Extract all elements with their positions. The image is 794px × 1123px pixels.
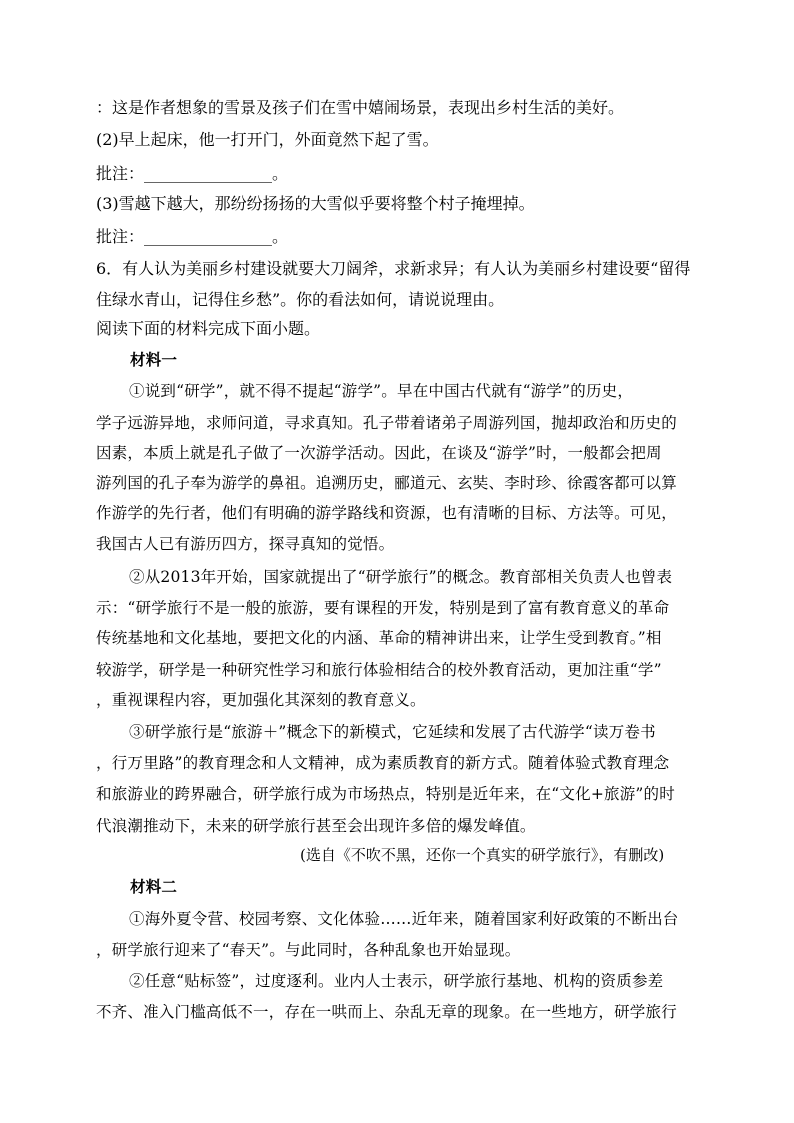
material1-p1-line: 游列国的孔子奉为游学的鼻祖。追溯历史，郦道元、玄奘、李时珍、徐霞客都可以算 <box>96 474 677 492</box>
q5-part2: (2)早上起床，他一打开门，外面竟然下起了雪。 <box>96 130 439 149</box>
q5-part3: (3)雪越下越大，那纷纷扬扬的大雪似乎要将整个村子掩埋掉。 <box>96 194 535 213</box>
material1-p1-line: 我国古人已有游历四方，探寻真知的觉悟。 <box>96 535 395 553</box>
material1-p2-line: 较游学，研学是一种研究性学习和旅行体验相结合的校外教育活动，更加注重“学” <box>96 661 662 679</box>
reading-intro: 阅读下面的材料完成下面小题。 <box>96 319 321 338</box>
material1-source: (选自《不吹不黑，还你一个真实的研学旅行》，有删改) <box>300 846 665 864</box>
material1-p1-line: 因素，本质上就是孔子做了一次游学活动。因此，在谈及“游学”时，一般都会把周 <box>96 444 662 462</box>
material2-p1-line: ①海外夏令营、校园考察、文化体验……近年来，随着国家利好政策的不断出台 <box>129 910 679 928</box>
material1-p1-line: ①说到“研学”，就不得不提起“游学”。早在中国古代就有“游学”的历史， <box>129 382 634 400</box>
material1-p3-line: 代浪潮推动下，未来的研学旅行甚至会出现许多倍的爆发峰值。 <box>96 817 536 835</box>
material1-p2-line: ，重视课程内容，更加强化其深刻的教育意义。 <box>96 691 426 709</box>
q5-part2-note: 批注：________________。 <box>96 164 289 183</box>
material2-p1-line: ，研学旅行迎来了“春天”。与此同时，各种乱象也开始显现。 <box>96 941 521 959</box>
material1-p3-line: 和旅游业的跨界融合，研学旅行成为市场热点，特别是近年来，在“文化+旅游”的时 <box>96 785 675 803</box>
material1-p1-line: 作游学的先行者，他们有明确的游学路线和资源，也有清晰的目标、方法等。可见， <box>96 504 677 522</box>
q5-part3-note: 批注：________________。 <box>96 227 289 246</box>
material1-p2-line: ②从2013年开始，国家就提出了“研学旅行”的概念。教育部相关负责人也曾表 <box>129 568 673 586</box>
material2-p2-line: 不齐、准入门槛高低不一，存在一哄而上、杂乱无章的现象。在一些地方，研学旅行 <box>96 1003 677 1021</box>
q5-part1-tail: ：这是作者想象的雪景及孩子们在雪中嬉闹场景，表现出乡村生活的美好。 <box>96 98 625 117</box>
material2-p2-line: ②任意“贴标签”，过度逐利。业内人士表示，研学旅行基地、机构的资质参差 <box>129 972 664 990</box>
material1-title: 材料一 <box>130 350 178 369</box>
material1-p3-line: ，行万里路”的教育理念和人文精神，成为素质教育的新方式。随着体验式教育理念 <box>96 754 670 772</box>
material1-p3-line: ③研学旅行是“旅游＋”概念下的新模式，它延续和发展了古代游学“读万卷书 <box>129 723 656 741</box>
material2-title: 材料二 <box>130 877 178 896</box>
q6-line1: 6．有人认为美丽乡村建设就要大刀阔斧，求新求异；有人认为美丽乡村建设要“留得 <box>96 259 691 278</box>
material1-p2-line: 示：“研学旅行不是一般的旅游，要有课程的开发，特别是到了富有教育意义的革命 <box>96 599 670 617</box>
material1-p2-line: 传统基地和文化基地，要把文化的内涵、革命的精神讲出来，让学生受到教育。”相 <box>96 629 662 647</box>
material1-p1-line: 学子远游异地，求师问道，寻求真知。孔子带着诸弟子周游列国，抛却政治和历史的 <box>96 414 677 432</box>
q6-line2: 住绿水青山，记得住乡愁”。你的看法如何，请说说理由。 <box>96 290 505 309</box>
